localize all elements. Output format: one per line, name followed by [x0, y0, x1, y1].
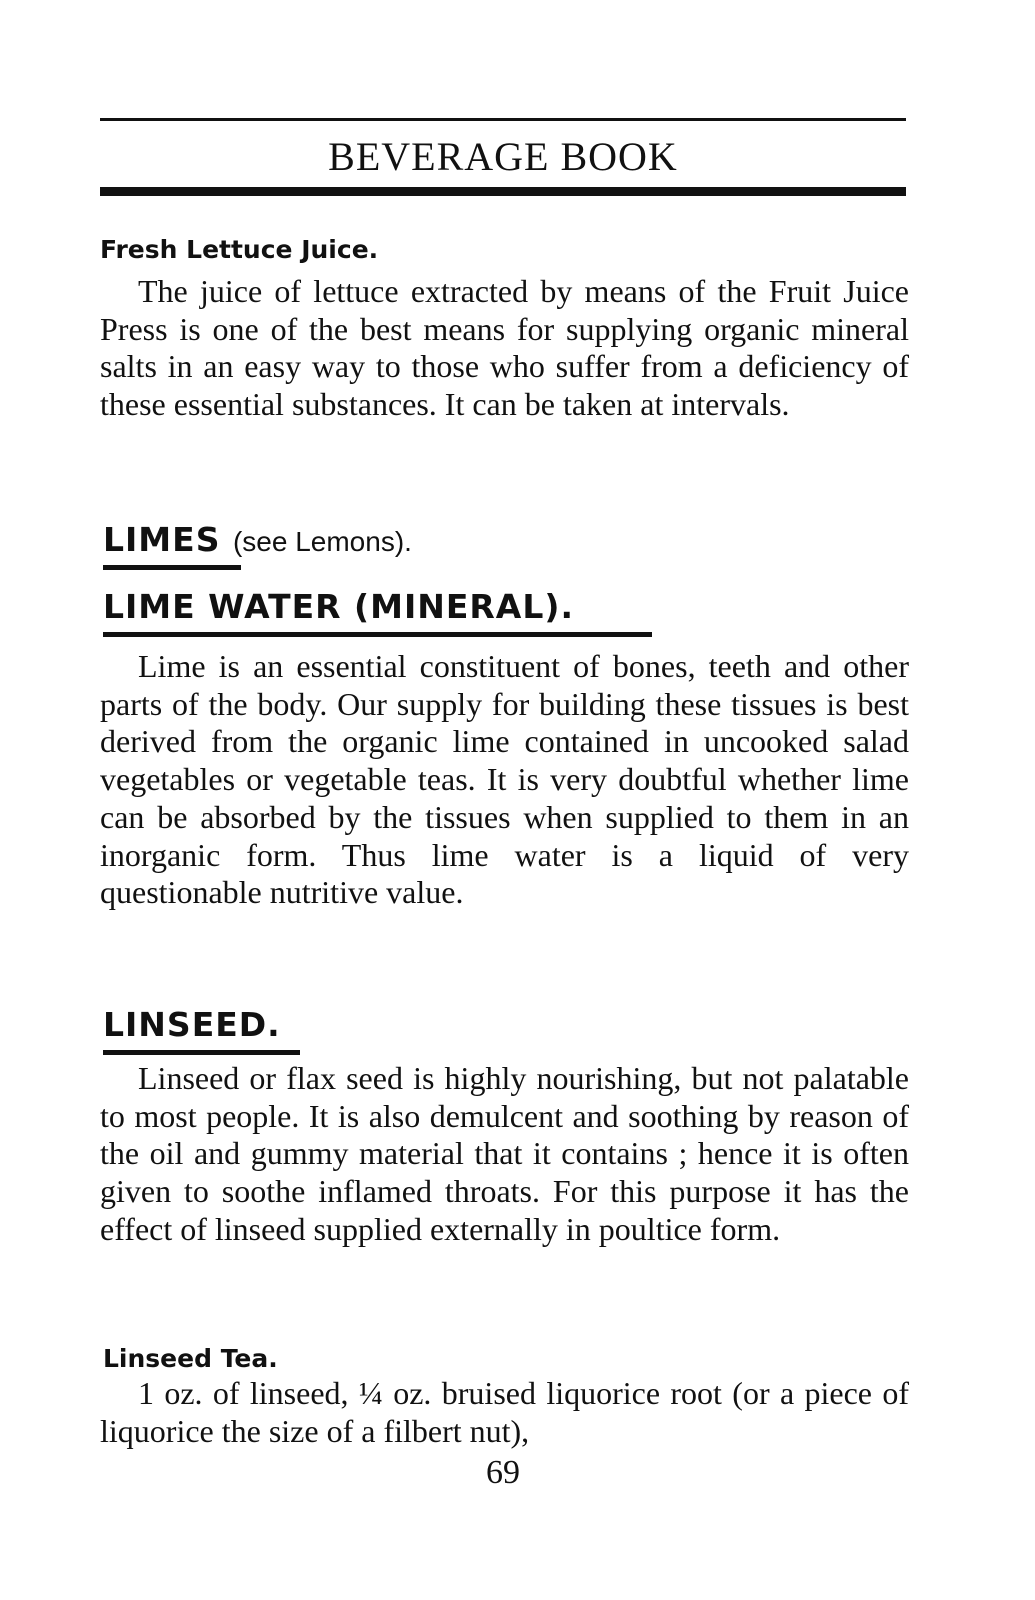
top-rule: [100, 118, 906, 121]
lime-water-heading-rule: [103, 632, 652, 637]
lime-water-text: Lime is an essential constituent of bones, teeth and other parts of the body. Our supply for building these tissues is best derived from the organic lime contained in uncooked salad vegetables or vegetable teas. It is very doubtful whether lime can be absorbed by the tissues when supplied to them in an inorganic form. Thus lime water is a liquid of very questionable nutritive value.: [100, 648, 909, 911]
linseed-heading: LINSEED.: [103, 1005, 281, 1044]
limes-heading-rule: [103, 565, 241, 570]
limes-heading: [103, 520, 412, 559]
running-head: BEVERAGE BOOK: [328, 134, 678, 179]
fresh-lettuce-juice-heading: Fresh Lettuce Juice.: [100, 235, 379, 264]
linseed-heading-rule: [103, 1050, 300, 1055]
page-number: 69: [486, 1454, 520, 1491]
fresh-lettuce-juice-text: The juice of lettuce extracted by means of the Fruit Juice Press is one of the best means for supplying organic mineral salts in an easy way to those who suffer from a deficiency of these essential substances. It can be taken at intervals.: [100, 273, 909, 423]
linseed-tea-text: 1 oz. of linseed, ¼ oz. bruised liquorice root (or a piece of liquorice the size of a filbert nut),: [100, 1375, 909, 1449]
header-rule: [100, 187, 906, 196]
lime-water-heading: LIME WATER (MINERAL).: [103, 587, 574, 626]
limes-cross-reference: (see Lemons).: [232, 526, 412, 557]
linseed-tea-heading: Linseed Tea.: [103, 1344, 278, 1373]
linseed-text: Linseed or flax seed is highly nourishing, but not palatable to most people. It is also demulcent and soothing by reason of the oil and gummy material that it contains ; hence it is often given to soothe inflamed throats. For this purpose it has the effect of linseed supplied externally in poultice form.: [100, 1060, 909, 1247]
limes-title: LIMES: [103, 520, 221, 559]
